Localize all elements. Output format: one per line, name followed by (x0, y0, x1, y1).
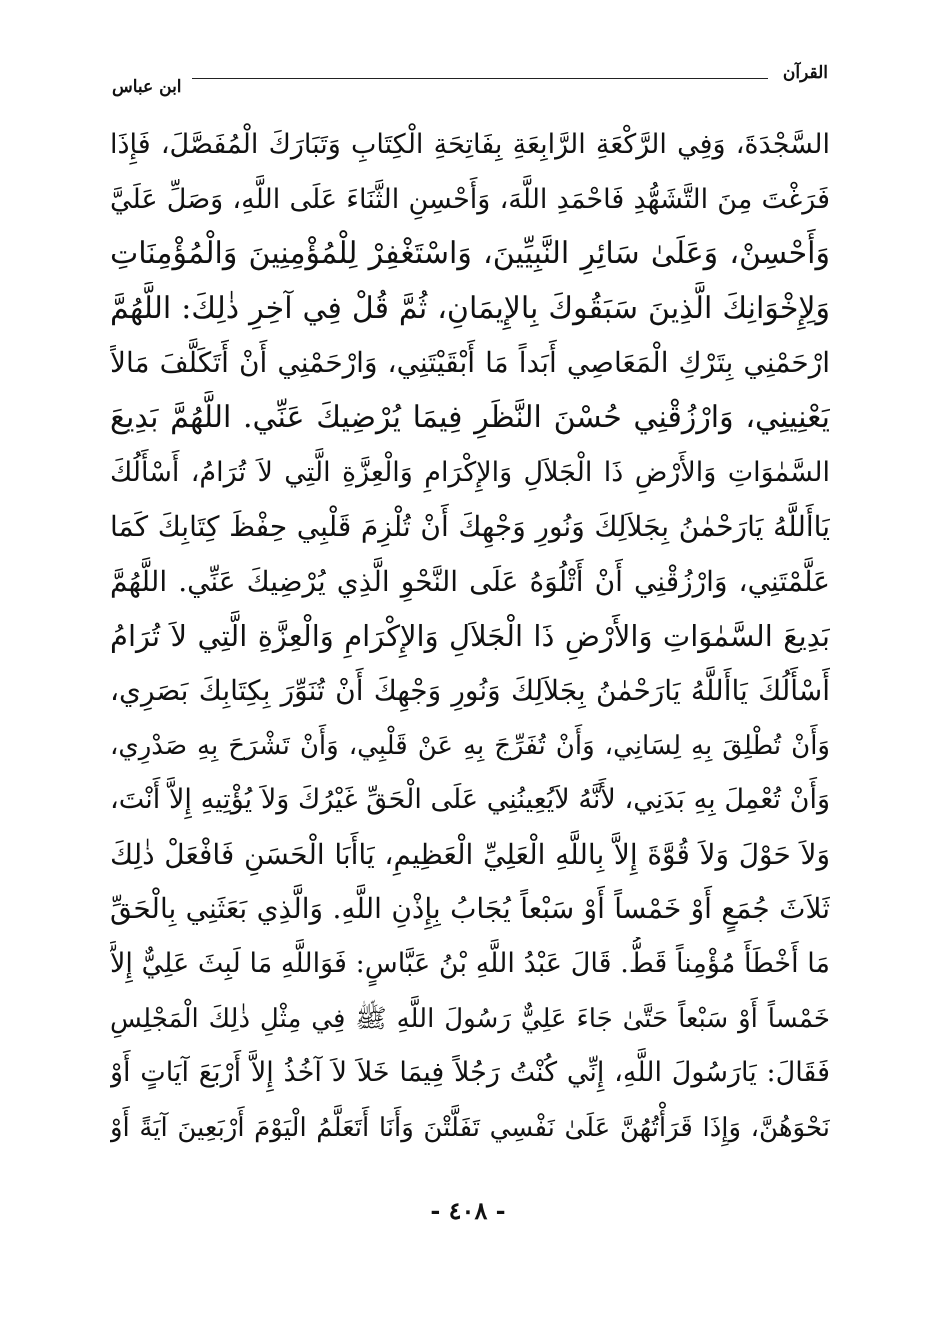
text-line: ارْحَمْنِي بِتَرْكِ الْمَعَاصِي أَبَداً مَا أَبْقَيْتَنِي، وَارْحَمْنِي أَنْ أَتَكَلَّفَ مَالاً (110, 346, 830, 380)
text-line: نَحْوَهُنَّ، وَإِذَا قَرَأْتُهُنَّ عَلَىٰ نَفْسِي تَفَلَّتْنَ وَأَنَا أَتَعَلَّمُ الْيَوْمَ أَرْبَعِينَ آيَةً أَوْ (110, 1112, 830, 1143)
text-line: مَا أَخْطَأَ مُؤْمِناً قَطُّ. قَالَ عَبْدُ اللَّهِ بْنُ عَبَّاسٍ: فَوَاللَّهِ مَا لَبِثَ عَلِيٌّ إِلاَّ (110, 947, 830, 979)
text-line: فَرَغْتَ مِنَ التَّشَهُّدِ فَاحْمَدِ اللَّهَ، وَأَحْسِنِ الثَّنَاءَ عَلَى اللَّهِ، وَصَلِّ عَلَيَّ (110, 183, 830, 215)
page-number: - ٤٠٨ - (430, 1196, 506, 1225)
text-line: وَلِإِخْوَانِكَ الَّذِينَ سَبَقُوكَ بِالإِيمَانِ، ثُمَّ قُلْ فِي آخِرِ ذٰلِكَ: اللَّهُمَّ (110, 290, 830, 326)
running-header (112, 58, 828, 97)
header-rule (192, 78, 768, 79)
header-left-title: ابن عباس (112, 77, 182, 97)
text-line: وَأَحْسِنْ، وَعَلَىٰ سَائِرِ النَّبِيِّينَ، وَاسْتَغْفِرْ لِلْمُؤْمِنِينَ وَالْمُؤْمِنَاتِ (110, 236, 830, 272)
text-line: ثَلاَثَ جُمَعٍ أَوْ خَمْساً أَوْ سَبْعاً يُجَابُ بِإِذْنِ اللَّهِ. وَالَّذِي بَعَثَنِي بِالْحَقِّ (110, 892, 830, 926)
text-line: يَعْنِينِي، وَارْزُقْنِي حُسْنَ النَّظَرِ فِيمَا يُرْضِيكَ عَنِّي. اللَّهُمَّ بَدِيعَ (110, 399, 830, 435)
text-line: وَأَنْ تُطْلِقَ بِهِ لِسَانِي، وَأَنْ تُفَرِّجَ بِهِ عَنْ قَلْبِي، وَأَنْ تَشْرَحَ بِهِ صَدْرِي، (110, 730, 830, 761)
text-line: وَأَنْ تُعْمِلَ بِهِ بَدَنِي، لأَنَّهُ لاَيُعِينُنِي عَلَى الْحَقِّ غَيْرُكَ وَلاَ يُؤْتِيهِ إِلاَّ أَنْتَ، (110, 784, 830, 816)
body-text (110, 118, 830, 1155)
text-line: بَدِيعَ السَّمٰوَاتِ وَالأَرْضِ ذَا الْجَلاَلِ وَالإِكْرَامِ وَالْعِزَّةِ الَّتِي لاَ تُرَامُ (110, 619, 830, 654)
text-line: يَاأَللَّهُ يَارَحْمٰنُ بِجَلاَلِكَ وَنُورِ وَجْهِكَ أَنْ تُلْزِمَ قَلْبِي حِفْظَ كِتَابِكَ كَمَا (110, 510, 830, 544)
text-line: عَلَّمْتَنِي، وَارْزُقْنِي أَنْ أَتْلُوَهُ عَلَى النَّحْوِ الَّذِي يُرْضِيكَ عَنِّي. اللَّهُمَّ (110, 564, 830, 598)
text-line: وَلاَ حَوْلَ وَلاَ قُوَّةَ إِلاَّ بِاللَّهِ الْعَلِيِّ الْعَظِيمِ، يَاأَبَا الْحَسَنِ فَافْعَلْ ذٰلِكَ (110, 837, 830, 871)
text-line: أَسْأَلُكَ يَاأَللَّهُ يَارَحْمٰنُ بِجَلاَلِكَ وَنُورِ وَجْهِكَ أَنْ تُنَوِّرَ بِكِتَابِكَ بَصَرِي، (110, 673, 830, 707)
text-line: فَقَالَ: يَارَسُولَ اللَّهِ، إِنِّي كُنْتُ رَجُلاً فِيمَا خَلاَ لاَ آخُذُ إِلاَّ أَرْبَعَ آيَاتٍ أَوْ (110, 1057, 830, 1089)
text-line: السَّمٰوَاتِ وَالأَرْضِ ذَا الْجَلاَلِ وَالإِكْرَامِ وَالْعِزَّةِ الَّتِي لاَ تُرَامُ، أَسْأَلُكَ (110, 456, 830, 488)
text-line: خَمْساً أَوْ سَبْعاً حَتَّىٰ جَاءَ عَلِيٌّ رَسُولَ اللَّهِ ﷺ فِي مِثْلِ ذٰلِكَ الْمَجْلِسِ (110, 1003, 830, 1034)
header-right-title: القرآن (782, 63, 828, 83)
text-line: السَّجْدَةَ، وَفِي الرَّكْعَةِ الرَّابِعَةِ بِفَاتِحَةِ الْكِتَابِ وَتَبَارَكَ الْمُفَصَّلَ، فَإِذَا (110, 129, 830, 160)
